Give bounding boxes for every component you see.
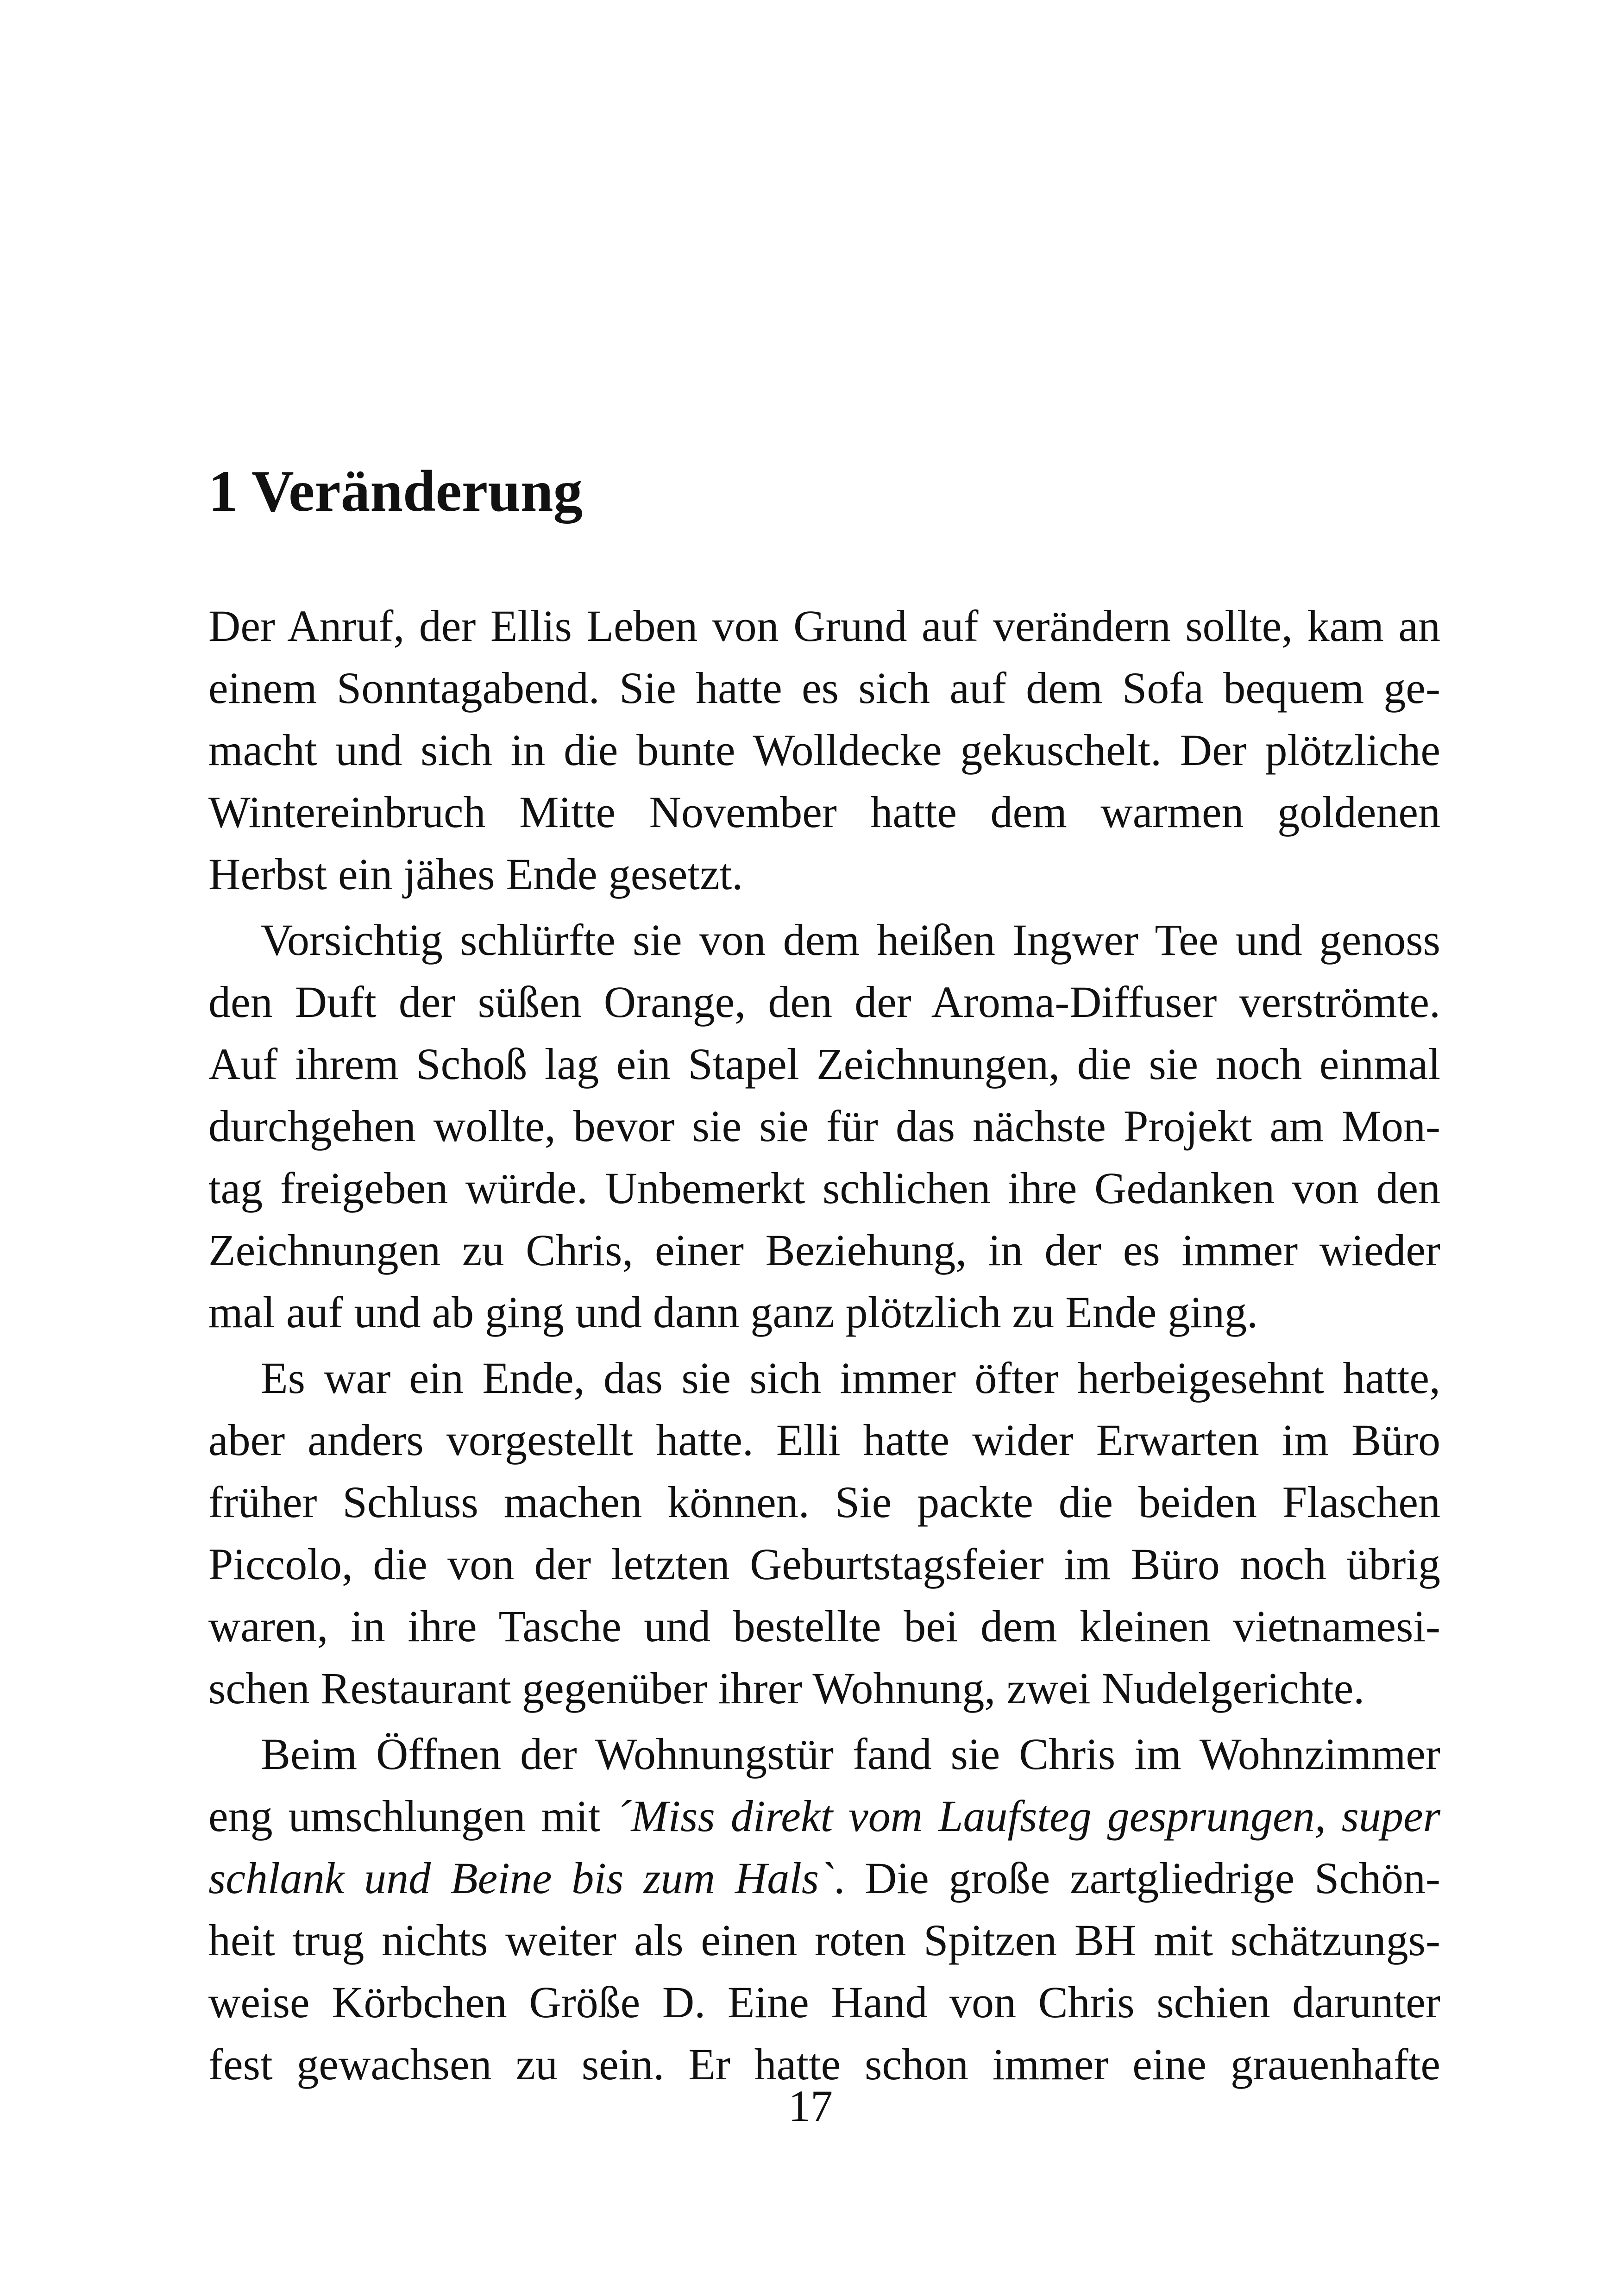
text-line: Es war ein Ende, das sie sich immer öfter herbeigesehnt hatte, [261,1353,1440,1403]
text-line: aber anders vorgestellt hatte. Elli hatte wider Erwarten im Büro [208,1415,1440,1465]
text-line: mal auf und ab ging und dann ganz plötzlich zu Ende ging. [208,1287,1258,1337]
text-line: durchgehen wollte, bevor sie sie für das nächste Projekt am Mon- [208,1101,1440,1151]
text-line [208,1785,1440,1847]
text-line: tag freigeben würde. Unbemerkt schlichen ihre Gedanken von den [208,1163,1440,1213]
text-line: einem Sonntagabend. Sie hatte es sich auf dem Sofa bequem ge- [208,663,1440,713]
text-line: waren, in ihre Tasche und bestellte bei dem kleinen vietnamesi- [208,1601,1440,1651]
text-line: den Duft der süßen Orange, den der Aroma-Diffuser verströmte. [208,977,1440,1027]
text-line: Beim Öffnen der Wohnungstür fand sie Chris im Wohnzimmer [261,1729,1440,1779]
text-line: Wintereinbruch Mitte November hatte dem warmen goldenen [208,787,1440,837]
text-line: Vorsichtig schlürfte sie von dem heißen Ingwer Tee und genoss [261,915,1440,965]
text-line: weise Körbchen Größe D. Eine Hand von Chris schien darunter [208,1977,1440,2027]
text-line: macht und sich in die bunte Wolldecke gekuschelt. Der plötzliche [208,725,1440,775]
italic-text: schlank und Beine bis zum Hals` [208,1853,834,1903]
text-line: Auf ihrem Schoß lag ein Stapel Zeichnungen, die sie noch einmal [208,1039,1440,1089]
body-text [208,595,1440,2095]
italic-text: ´Miss direkt vom Laufsteg gesprungen, super [616,1791,1441,1841]
text-segment: eng umschlungen mit [208,1791,616,1841]
text-segment: . Die große zartgliedrige Schön- [834,1853,1441,1903]
text-line: Piccolo, die von der letzten Geburtstagsfeier im Büro noch übrig [208,1539,1440,1589]
text-line: Der Anruf, der Ellis Leben von Grund auf verändern sollte, kam an [208,601,1440,651]
text-line: früher Schluss machen können. Sie packte die beiden Flaschen [208,1477,1440,1527]
page-number: 17 [788,2081,833,2131]
text-line: fest gewachsen zu sein. Er hatte schon immer eine grauenhafte [208,2039,1440,2089]
text-line: Zeichnungen zu Chris, einer Beziehung, in der es immer wieder [208,1225,1440,1275]
chapter-title: 1 Veränderung [208,459,583,524]
text-line [208,1847,1440,1909]
text-line: heit trug nichts weiter als einen roten Spitzen BH mit schätzungs- [208,1915,1440,1965]
text-line: schen Restaurant gegenüber ihrer Wohnung, zwei Nudelgerichte. [208,1663,1365,1713]
text-line: Herbst ein jähes Ende gesetzt. [208,849,743,899]
